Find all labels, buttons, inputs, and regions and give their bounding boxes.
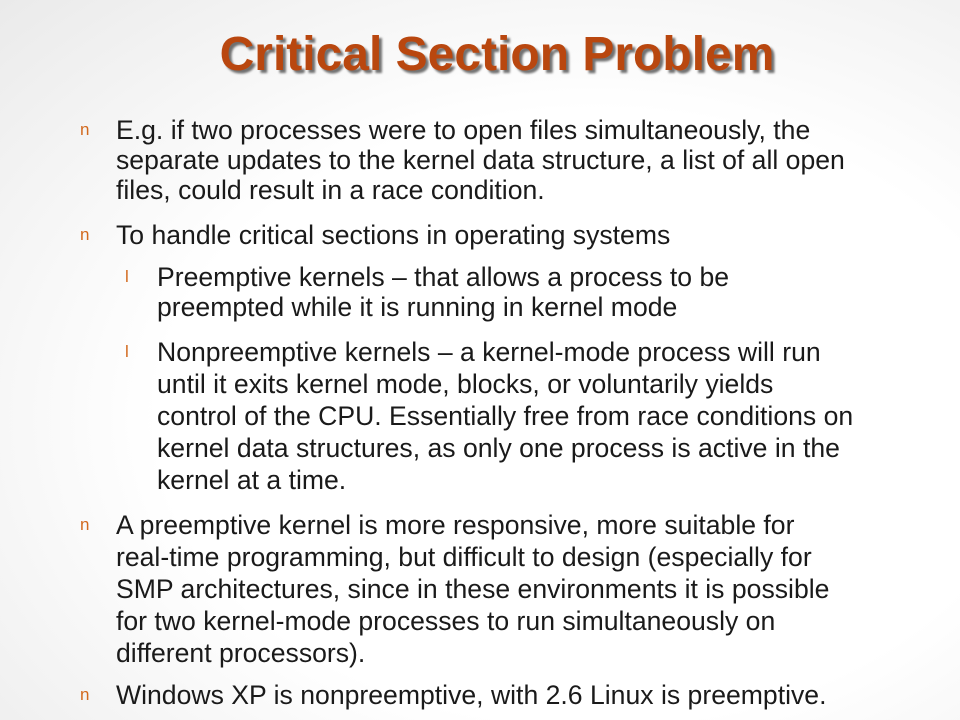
bullet-text — [116, 680, 827, 710]
bullet-marker: n — [80, 685, 90, 704]
sub-bullet-marker: l — [125, 342, 129, 361]
bullet-line: Windows XP is nonpreemptive, with 2.6 Linux is preemptive. — [116, 680, 827, 710]
sub-bullet-marker: l — [125, 267, 129, 286]
bullet-line: files, could result in a race condition. — [116, 175, 545, 205]
bullet-line: kernel data structures, as only one process is active in the — [157, 433, 840, 463]
bullet-line: E.g. if two processes were to open files simultaneously, the — [116, 115, 811, 145]
bullet-line: kernel at a time. — [157, 465, 347, 495]
bullet-line: real-time programming, but difficult to design (especially for — [116, 542, 812, 572]
bullet-text — [116, 509, 829, 669]
bullet-line: To handle critical sections in operating systems — [116, 220, 671, 250]
sub-bullet-text — [157, 336, 853, 496]
bullet-marker: n — [80, 120, 90, 139]
bullet-line: separate updates to the kernel data structure, a list of all open — [116, 145, 845, 175]
slide-title: Critical Section Problem — [219, 28, 775, 81]
bullet-marker: n — [80, 225, 90, 244]
bullet-line: A preemptive kernel is more responsive, more suitable for — [116, 510, 795, 540]
bullet-line: for two kernel-mode processes to run simultaneously on — [116, 606, 776, 636]
bullet-line: Nonpreemptive kernels – a kernel-mode process will run — [157, 337, 821, 367]
bullet-line: control of the CPU. Essentially free from race conditions on — [157, 401, 854, 431]
bullet-text — [116, 220, 670, 250]
bullet-text — [116, 115, 845, 205]
bullet-marker: n — [80, 515, 90, 534]
bullet-line: SMP architectures, since in these environments it is possible — [116, 574, 830, 604]
sub-bullet-text — [157, 262, 729, 322]
bullet-line: preempted while it is running in kernel mode — [157, 292, 678, 322]
bullet-line: different processors). — [116, 638, 366, 668]
bullet-line: Preemptive kernels – that allows a process to be — [157, 262, 730, 292]
bullet-line: until it exits kernel mode, blocks, or voluntarily yields — [157, 369, 774, 399]
